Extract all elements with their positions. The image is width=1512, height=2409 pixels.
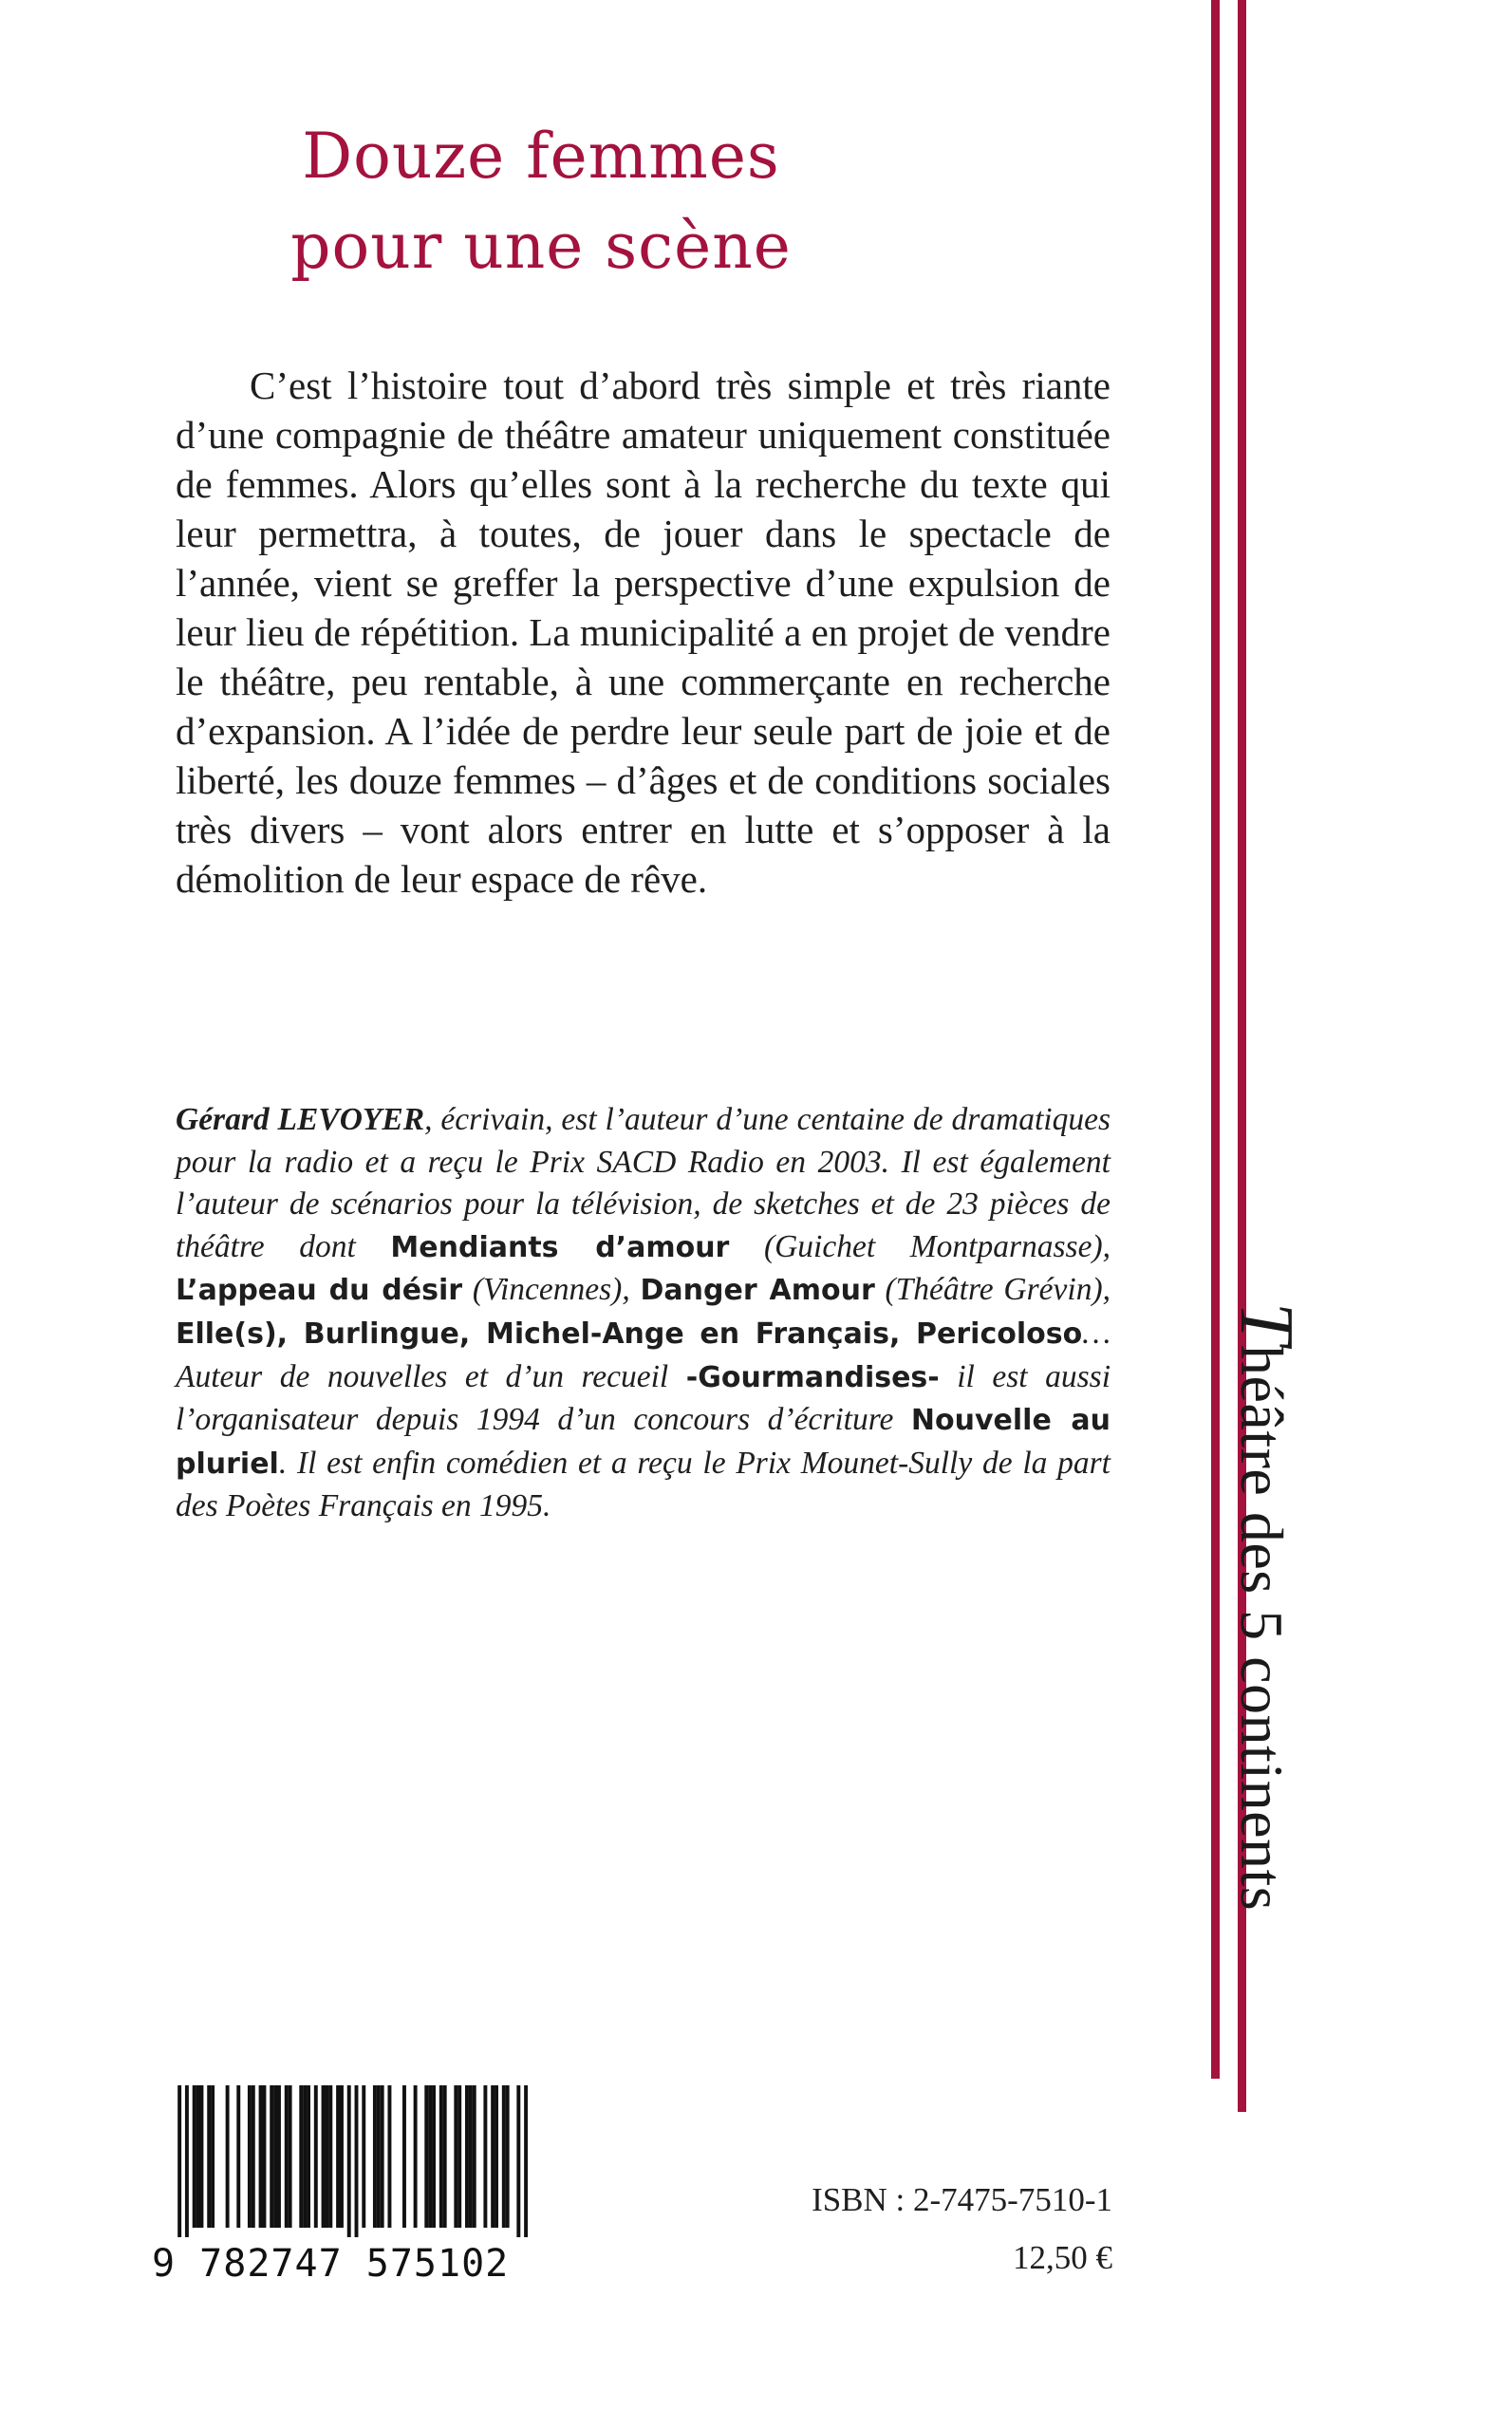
bio-text-3: (Vincennes), (462, 1272, 641, 1308)
barcode-bar (502, 2085, 506, 2228)
accent-rule-inner (1211, 0, 1220, 2079)
barcode-bar (428, 2085, 432, 2228)
barcode-bar (285, 2085, 289, 2228)
barcode-bar (516, 2085, 520, 2237)
barcode-bar (211, 2085, 215, 2228)
barcode-bar (506, 2085, 510, 2228)
barcode-bar (262, 2085, 266, 2228)
bio-text-5: … Auteur de nouvelles et d’un recueil (176, 1315, 1111, 1394)
barcode-digits: 9 782747 575102 (152, 2242, 510, 2286)
barcode-bar (328, 2085, 332, 2228)
barcode-bar (325, 2085, 328, 2228)
barcode-bar (355, 2085, 359, 2237)
work-title-5: -Gourmandises- (685, 1360, 940, 1394)
author-name: Gérard LEVOYER (176, 1102, 425, 1137)
barcode-bar (362, 2085, 365, 2228)
barcode-bar (340, 2085, 344, 2228)
title-line-1: Douze femmes (302, 120, 780, 193)
isbn: ISBN : 2-7475-7510-1 (812, 2181, 1112, 2218)
barcode-bar (473, 2085, 476, 2228)
bio-text-4: (Théâtre Grévin), (874, 1272, 1111, 1308)
barcode-bar (443, 2085, 447, 2228)
barcode-bar (199, 2085, 203, 2228)
barcode-bar (414, 2085, 418, 2228)
barcode-bar (469, 2085, 473, 2228)
bio-text-7: . Il est enfin comédien et a reçu le Prix Mounet-Sully de la part des Poètes Français en 1995. (176, 1445, 1111, 1524)
bio-text-6: il est aussi l’organisateur depuis 1994 d’un concours d’écriture (176, 1358, 1111, 1438)
barcode-bar (185, 2085, 189, 2237)
series-initial: T (1224, 1302, 1308, 1345)
series-name (1223, 1302, 1309, 2090)
barcode-bar (377, 2085, 381, 2228)
series-rest: héâtre des 5 continents (1228, 1345, 1296, 1912)
barcode-bar (303, 2085, 307, 2228)
barcode-bar (322, 2085, 326, 2228)
barcode-bar (314, 2085, 318, 2228)
barcode-bar (193, 2085, 196, 2228)
barcode-bar (524, 2085, 528, 2237)
barcode-bar (439, 2085, 443, 2228)
barcode-bar (177, 2085, 181, 2237)
barcode-bar (387, 2085, 391, 2228)
barcode-bar (207, 2085, 211, 2228)
barcode-bar (402, 2085, 406, 2228)
barcode-bar (457, 2085, 461, 2228)
summary-paragraph: C’est l’histoire tout d’abord très simple et très riante d’une compagnie de théâtre amateur uniquement constituée de femmes. Alors qu’elles sont à la recherche du texte qui leur permettra, à toutes, de jouer dans le spectacle de l’année, vient se greffer la perspective d’une expulsion de leur lieu de répétition. La municipalité a en projet de vendre le théâtre, peu rentable, à une commerçante en recherche d’expansion. A l’idée de perdre leur seule part de joie et de liberté, les douze femmes – d’âges et de conditions sociales très divers – vont alors entrer en lutte et s’opposer à la démolition de leur espace de rêve. (176, 364, 1111, 901)
barcode (152, 2085, 528, 2237)
barcode-bar (236, 2085, 240, 2228)
barcode-bar (196, 2085, 200, 2228)
price: 12,50 € (1013, 2239, 1112, 2276)
barcode-bar (273, 2085, 277, 2228)
barcode-bar (277, 2085, 281, 2228)
barcode-bar (454, 2085, 457, 2228)
bio-text-2: (Guichet Montparnasse), (729, 1228, 1111, 1264)
work-title-2: L’appeau du désir (176, 1274, 463, 1308)
barcode-bar (424, 2085, 428, 2228)
barcode-bar (252, 2085, 255, 2228)
barcode-bar (495, 2085, 498, 2228)
barcode-bar (226, 2085, 230, 2228)
work-title-4: Elle(s), Burlingue, Michel-Ange en Français, Pericoloso (176, 1317, 1083, 1351)
barcode-bar (483, 2085, 487, 2228)
barcode-bar (289, 2085, 292, 2228)
work-title-1: Mendiants d’amour (390, 1230, 730, 1264)
barcode-bar (307, 2085, 310, 2228)
work-title-3: Danger Amour (640, 1274, 875, 1308)
bio-text-1: , écrivain, est l’auteur d’une centaine de dramatiques pour la radio et a reçu le Prix SACD Radio en 2003. Il est également l’auteur de scénarios pour la télévision, de sketches et de 23 pièces de théâtre dont (176, 1102, 1111, 1264)
barcode-bar (432, 2085, 436, 2228)
barcode-bar (373, 2085, 377, 2228)
title-line-2: pour une scène (290, 210, 792, 283)
barcode-bar (270, 2085, 273, 2228)
author-bio (176, 1099, 1111, 1528)
barcode-bar (299, 2085, 303, 2228)
barcode-bar (491, 2085, 495, 2228)
barcode-bar (336, 2085, 340, 2228)
barcode-bar (248, 2085, 252, 2228)
work-title-6: Nouvelle au pluriel (176, 1404, 1111, 1481)
barcode-bar (465, 2085, 469, 2228)
barcode-bar (259, 2085, 263, 2228)
barcode-bar (347, 2085, 351, 2237)
barcode-bar (381, 2085, 384, 2228)
